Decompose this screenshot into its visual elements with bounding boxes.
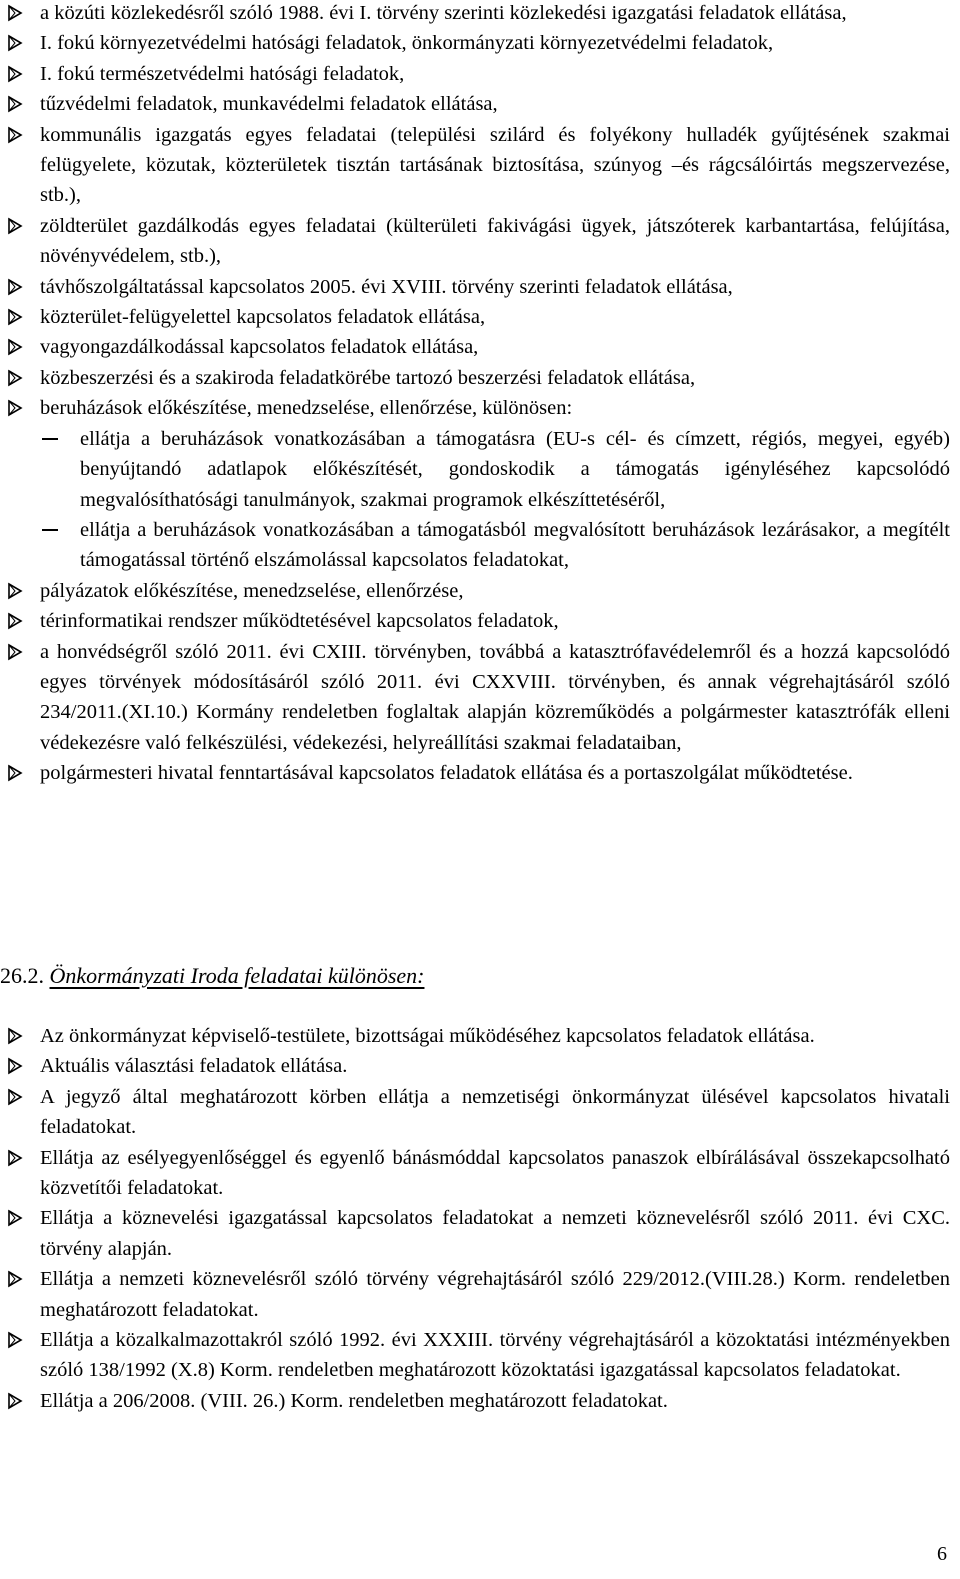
list-item-text: pályázatok előkészítése, menedzselése, ellenőrzése, (40, 579, 464, 602)
list-item-text: távhőszolgáltatással kapcsolatos 2005. évi XVIII. törvény szerinti feladatok ellátása, (40, 275, 733, 298)
sub-list-item (0, 424, 960, 515)
arrow-bullet-icon (6, 59, 26, 89)
list-item-text: Aktuális választási feladatok ellátása. (40, 1055, 348, 1078)
arrow-bullet-icon (6, 758, 26, 788)
arrow-bullet-icon (6, 1386, 26, 1416)
list-item-text: térinformatikai rendszer működtetésével kapcsolatos feladatok, (40, 610, 559, 633)
list-item (0, 120, 960, 211)
task-list-general (0, 0, 960, 789)
arrow-bullet-icon (6, 1082, 26, 1112)
list-item (0, 606, 960, 636)
list-item-text: A jegyző által meghatározott körben ellátja a nemzetiségi önkormányzat ülésével kapcsolatos hivatali feladatokat. (40, 1085, 950, 1139)
arrow-bullet-icon (6, 1143, 26, 1173)
list-item-text: I. fokú környezetvédelmi hatósági feladatok, önkormányzati környezetvédelmi feladatok, (40, 32, 774, 55)
arrow-bullet-icon (6, 89, 26, 119)
list-item (0, 637, 960, 759)
list-item (0, 1143, 960, 1204)
arrow-bullet-icon (6, 606, 26, 636)
list-item (0, 1203, 960, 1264)
list-item (0, 1264, 960, 1325)
arrow-bullet-icon (6, 1051, 26, 1081)
list-item (0, 332, 960, 362)
list-item-text: ellátja a beruházások vonatkozásában a támogatásból megvalósított beruházások lezárásakor, a megítélt támogatással történő elszámolással kapcsolatos feladatokat, (80, 518, 950, 572)
list-item (0, 59, 960, 89)
list-item (0, 302, 960, 332)
arrow-bullet-icon (6, 1264, 26, 1294)
list-item-text: Ellátja a köznevelési igazgatással kapcsolatos feladatokat a nemzeti köznevelésről szóló 2011. évi CXC. törvény alapján. (40, 1207, 950, 1260)
arrow-bullet-icon (6, 1203, 26, 1233)
arrow-bullet-icon (6, 272, 26, 302)
list-item-text: Ellátja a közalkalmazottakról szóló 1992. évi XXXIII. törvény végrehajtásáról a közoktatási intézményekben szóló 138/1992 (X.8) Korm. rendeletben meghatározott közoktatási igazgatással kapcsolatos feladatokat. (40, 1329, 950, 1382)
list-item-text: a honvédségről szóló 2011. évi CXIII. törvényben, továbbá a katasztrófavédelemről és a hozzá kapcsolódó egyes törvények módosításáról szóló 2011. évi CXXVIII. törvényben, és annak végrehajtásáról szóló 234/2011.(XI.10.) Kormány rendeletben foglaltak alapján közreműködés a polgármester katasztrófák elleni védekezésre való felkészülési, védekezési, helyreállítási szakmai feladataiban, (40, 640, 950, 754)
list-item (0, 89, 960, 119)
list-item-text: Ellátja a 206/2008. (VIII. 26.) Korm. rendeletben meghatározott feladatokat. (40, 1389, 668, 1412)
list-item (0, 1051, 960, 1081)
list-item-text: kommunális igazgatás egyes feladatai (települési szilárd és folyékony hulladék gyűjtésének szakmai felügyelete, közutak, közterületek tisztán tartásának biztosítása, szúnyog –és rágcsálóirtás megszervezése, stb.), (40, 123, 950, 207)
list-item (0, 272, 960, 302)
arrow-bullet-icon (6, 28, 26, 58)
arrow-bullet-icon (6, 1021, 26, 1051)
arrow-bullet-icon (6, 363, 26, 393)
arrow-bullet-icon (6, 393, 26, 423)
list-item-text: tűzvédelmi feladatok, munkavédelmi feladatok ellátása, (40, 93, 498, 116)
list-item (0, 1082, 960, 1143)
task-list-onkormanyzati-iroda (0, 1021, 960, 1416)
list-item-text: közbeszerzési és a szakiroda feladatkörébe tartozó beszerzési feladatok ellátása, (40, 366, 696, 389)
list-item-text: a közúti közlekedésről szóló 1988. évi I. törvény szerinti közlekedési igazgatási feladatok ellátása, (40, 2, 847, 24)
page-number: 6 (937, 1543, 947, 1565)
list-item-text: vagyongazdálkodással kapcsolatos feladatok ellátása, (40, 336, 479, 359)
section-heading (0, 961, 424, 991)
dash-marker-icon (42, 529, 58, 531)
arrow-bullet-icon (6, 302, 26, 332)
list-item-text: Ellátja az esélyegyenlőséggel és egyenlő bánásmóddal kapcsolatos panaszok elbírálásával összekapcsolható közvetítői feladatokat. (40, 1146, 950, 1200)
arrow-bullet-icon (6, 211, 26, 241)
sub-list-item (0, 515, 960, 576)
arrow-bullet-icon (6, 120, 26, 150)
arrow-bullet-icon (6, 637, 26, 667)
arrow-bullet-icon (6, 332, 26, 362)
list-item-text: polgármesteri hivatal fenntartásával kapcsolatos feladatok ellátása és a portaszolgálat működtetése. (40, 762, 853, 785)
list-item (0, 1325, 960, 1386)
list-item-text: Ellátja a nemzeti köznevelésről szóló törvény végrehajtásáról szóló 229/2012.(VIII.28.) Korm. rendeletben meghatározott feladatokat. (40, 1268, 950, 1321)
list-item-text: Az önkormányzat képviselő-testülete, bizottságai működéséhez kapcsolatos feladatok ellátása. (40, 1025, 815, 1047)
dash-marker-icon (42, 438, 58, 440)
list-item-text: beruházások előkészítése, menedzselése, ellenőrzése, különösen: (40, 397, 573, 420)
list-item (0, 0, 960, 28)
list-item (0, 393, 960, 423)
list-item (0, 576, 960, 606)
section-title: Önkormányzati Iroda feladatai különösen: (49, 963, 425, 988)
section-number: 26.2. (0, 963, 44, 988)
list-item (0, 1021, 960, 1051)
list-item (0, 758, 960, 788)
list-item-text: ellátja a beruházások vonatkozásában a támogatásra (EU-s cél- és címzett, régiós, megyei, egyéb) benyújtandó adatlapok előkészítését, gondoskodik a támogatás igényléséhez kapcsolódó megvalósíthatósági tanulmányok, szakmai programok elkészíttetéséről, (80, 427, 950, 511)
list-item (0, 363, 960, 393)
arrow-bullet-icon (6, 1325, 26, 1355)
list-item-text: I. fokú természetvédelmi hatósági feladatok, (40, 62, 405, 85)
list-item-text: közterület-felügyelettel kapcsolatos feladatok ellátása, (40, 306, 486, 329)
arrow-bullet-icon (6, 0, 26, 28)
list-item (0, 1386, 960, 1416)
arrow-bullet-icon (6, 576, 26, 606)
list-item (0, 28, 960, 58)
list-item-text: zöldterület gazdálkodás egyes feladatai (külterületi fakivágási ügyek, játszóterek karbantartása, felújítása, növényvédelem, stb.), (40, 214, 950, 268)
list-item (0, 211, 960, 272)
